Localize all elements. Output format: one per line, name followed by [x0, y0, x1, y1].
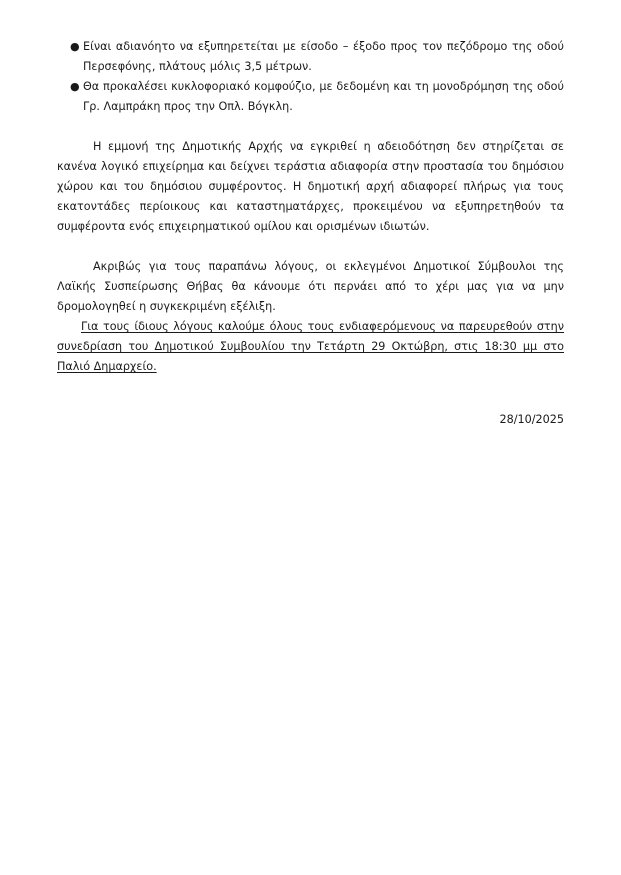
paragraph-council-members: Ακριβώς για τους παραπάνω λόγους, οι εκλεγμένοι Δημοτικοί Σύμβουλοι της Λαϊκής Συσπείρωσης Θήβας θα κάνουμε ότι περνάει από το χέρι μας για να μην δρομολογηθεί η συγκεκριμένη εξέλιξη.: [57, 260, 564, 313]
bullet-item: [57, 37, 564, 77]
document-body: [57, 37, 564, 377]
bullet-dot-icon: ●: [70, 80, 80, 93]
paragraph-invitation: Για τους ίδιους λόγους καλούμε όλους τους ενδιαφερόμενους να παρευρεθούν στην συνεδρίαση του Δημοτικού Συμβουλίου την Τετάρτη 29 Οκτώβρη, στις 18:30 μμ στο Παλιό Δημαρχείο.: [57, 320, 564, 373]
bullet-dot-icon: ●: [70, 40, 80, 53]
bullet-item: [57, 77, 564, 117]
paragraph-municipal-authority: Η εμμονή της Δημοτικής Αρχής να εγκριθεί η αδειοδότηση δεν στηρίζεται σε κανένα λογικό επιχείρημα και δείχνει τεράστια αδιαφορία στην προστασία του δημόσιου χώρου και του δημόσιου συμφέροντος. Η δημοτική αρχή αδιαφορεί πλήρως για τους εκατοντάδες περίοικους και καταστηματάρχες, προκειμένου να εξυπηρετηθούν τα συμφέροντα ενός επιχειρηματικού ομίλου και ορισμένων ιδιωτών.: [57, 140, 564, 233]
bullet-text: Είναι αδιανόητο να εξυπηρετείται με είσοδο – έξοδο προς τον πεζόδρομο της οδού Περσεφόνης, πλάτους μόλις 3,5 μέτρων.: [83, 40, 564, 73]
bullet-text: Θα προκαλέσει κυκλοφοριακό κομφούζιο, με δεδομένη και τη μονοδρόμηση της οδού Γρ. Λαμπράκη προς την Οπλ. Βόγκλη.: [83, 80, 564, 113]
bullet-list: [57, 37, 564, 117]
document-date: 28/10/2025: [499, 413, 564, 426]
